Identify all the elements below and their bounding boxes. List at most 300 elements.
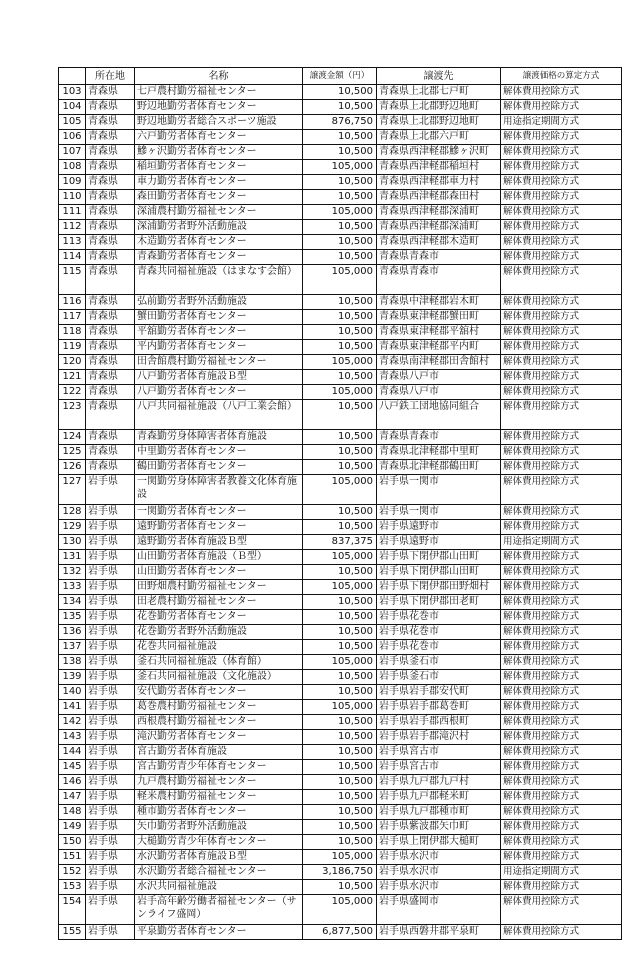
facility-name-cell: 花巻共同福祉施設 (135, 640, 303, 655)
row-number: 112 (59, 220, 86, 235)
table-row (59, 370, 622, 385)
row-number: 119 (59, 340, 86, 355)
table-row (59, 760, 622, 775)
recipient-cell: 岩手県下閉伊郡山田町 (377, 565, 501, 580)
recipient-cell: 岩手県釜石市 (377, 670, 501, 685)
amount-cell: 10,500 (303, 175, 377, 190)
facility-name-cell: 宮古勤労者体育施設 (135, 745, 303, 760)
location-cell: 青森県 (86, 325, 135, 340)
table-row (59, 700, 622, 715)
row-number: 129 (59, 520, 86, 535)
row-number: 108 (59, 160, 86, 175)
table-row (59, 250, 622, 265)
location-cell: 青森県 (86, 445, 135, 460)
table-row (59, 355, 622, 370)
facility-name-cell: 種市勤労者体育センター (135, 805, 303, 820)
amount-cell: 10,500 (303, 835, 377, 850)
table-row (59, 145, 622, 160)
location-cell: 岩手県 (86, 835, 135, 850)
amount-cell: 105,000 (303, 475, 377, 505)
recipient-cell: 青森県西津軽郡車力村 (377, 175, 501, 190)
facility-name-cell: 岩手高年齢労働者福祉センター（サンライフ盛岡） (135, 895, 303, 925)
location-cell: 岩手県 (86, 880, 135, 895)
recipient-cell: 岩手県岩手郡滝沢村 (377, 730, 501, 745)
method-cell: 解体費用控除方式 (501, 130, 622, 145)
table-row (59, 295, 622, 310)
row-number: 137 (59, 640, 86, 655)
table-row (59, 235, 622, 250)
row-number: 149 (59, 820, 86, 835)
amount-cell: 105,000 (303, 160, 377, 175)
location-cell: 岩手県 (86, 760, 135, 775)
row-number: 146 (59, 775, 86, 790)
amount-cell: 10,500 (303, 145, 377, 160)
facility-name-cell: 深浦勤労者野外活動施設 (135, 220, 303, 235)
amount-cell: 105,000 (303, 655, 377, 670)
method-cell: 解体費用控除方式 (501, 565, 622, 580)
method-cell: 解体費用控除方式 (501, 175, 622, 190)
method-cell: 解体費用控除方式 (501, 640, 622, 655)
row-number: 103 (59, 85, 86, 100)
facility-name-cell: 野辺地勤労者体育センター (135, 100, 303, 115)
facility-name-cell: 矢巾勤労者野外活動施設 (135, 820, 303, 835)
amount-cell: 10,500 (303, 430, 377, 445)
recipient-cell: 八戸鉄工団地協同組合 (377, 400, 501, 430)
table-row (59, 130, 622, 145)
amount-cell: 10,500 (303, 730, 377, 745)
recipient-cell: 岩手県水沢市 (377, 865, 501, 880)
facility-name-cell: 山田勤労者体育施設（Ｂ型） (135, 550, 303, 565)
location-cell: 岩手県 (86, 610, 135, 625)
row-number: 151 (59, 850, 86, 865)
facility-name-cell: 弘前勤労者野外活動施設 (135, 295, 303, 310)
recipient-cell: 岩手県九戸郡九戸村 (377, 775, 501, 790)
header-name: 名称 (135, 68, 303, 85)
amount-cell: 105,000 (303, 580, 377, 595)
method-cell: 解体費用控除方式 (501, 850, 622, 865)
table-row (59, 385, 622, 400)
method-cell: 解体費用控除方式 (501, 400, 622, 430)
header-row (59, 68, 622, 85)
facility-name-cell: 釜石共同福祉施設（文化施設） (135, 670, 303, 685)
facility-name-cell: 葛巻農村勤労福祉センター (135, 700, 303, 715)
location-cell: 岩手県 (86, 505, 135, 520)
amount-cell: 3,186,750 (303, 865, 377, 880)
amount-cell: 10,500 (303, 565, 377, 580)
location-cell: 岩手県 (86, 865, 135, 880)
recipient-cell: 岩手県九戸郡軽米町 (377, 790, 501, 805)
method-cell: 解体費用控除方式 (501, 745, 622, 760)
method-cell: 解体費用控除方式 (501, 505, 622, 520)
location-cell: 岩手県 (86, 805, 135, 820)
location-cell: 青森県 (86, 355, 135, 370)
row-number: 106 (59, 130, 86, 145)
method-cell: 解体費用控除方式 (501, 295, 622, 310)
row-number: 123 (59, 400, 86, 430)
facility-name-cell: 青森勤労身体障害者体育施設 (135, 430, 303, 445)
amount-cell: 10,500 (303, 595, 377, 610)
amount-cell: 10,500 (303, 310, 377, 325)
facility-name-cell: 平舘勤労者体育センター (135, 325, 303, 340)
recipient-cell: 青森県中津軽郡岩木町 (377, 295, 501, 310)
location-cell: 岩手県 (86, 745, 135, 760)
method-cell: 解体費用控除方式 (501, 580, 622, 595)
facility-name-cell: 花巻勤労者野外活動施設 (135, 625, 303, 640)
method-cell: 解体費用控除方式 (501, 160, 622, 175)
row-number: 155 (59, 925, 86, 940)
facility-name-cell: 七戸農村勤労福祉センター (135, 85, 303, 100)
facility-name-cell: 九戸農村勤労福祉センター (135, 775, 303, 790)
location-cell: 岩手県 (86, 820, 135, 835)
table-row (59, 655, 622, 670)
location-cell: 岩手県 (86, 655, 135, 670)
amount-cell: 105,000 (303, 205, 377, 220)
table-row (59, 460, 622, 475)
facility-name-cell: 木造勤労者体育センター (135, 235, 303, 250)
amount-cell: 105,000 (303, 265, 377, 295)
location-cell: 青森県 (86, 460, 135, 475)
table-row (59, 535, 622, 550)
facility-name-cell: 森田勤労者体育センター (135, 190, 303, 205)
amount-cell: 10,500 (303, 220, 377, 235)
recipient-cell: 岩手県岩手郡西根町 (377, 715, 501, 730)
method-cell: 解体費用控除方式 (501, 205, 622, 220)
facility-name-cell: 宮古勤労青少年体育センター (135, 760, 303, 775)
location-cell: 岩手県 (86, 535, 135, 550)
facility-name-cell: 深浦農村勤労福祉センター (135, 205, 303, 220)
row-number: 125 (59, 445, 86, 460)
row-number: 144 (59, 745, 86, 760)
amount-cell: 10,500 (303, 340, 377, 355)
recipient-cell: 青森県北津軽郡鶴田町 (377, 460, 501, 475)
amount-cell: 10,500 (303, 295, 377, 310)
row-number: 121 (59, 370, 86, 385)
recipient-cell: 岩手県盛岡市 (377, 895, 501, 925)
method-cell: 解体費用控除方式 (501, 670, 622, 685)
facility-name-cell: 遠野勤労者体育施設Ｂ型 (135, 535, 303, 550)
table-row (59, 400, 622, 430)
row-number: 134 (59, 595, 86, 610)
method-cell: 解体費用控除方式 (501, 520, 622, 535)
recipient-cell: 青森県上北郡野辺地町 (377, 100, 501, 115)
row-number: 132 (59, 565, 86, 580)
location-cell: 青森県 (86, 160, 135, 175)
recipient-cell: 青森県上北郡野辺地町 (377, 115, 501, 130)
table-row (59, 340, 622, 355)
method-cell: 解体費用控除方式 (501, 340, 622, 355)
table-row (59, 580, 622, 595)
table-row (59, 610, 622, 625)
recipient-cell: 青森県青森市 (377, 265, 501, 295)
recipient-cell: 岩手県水沢市 (377, 850, 501, 865)
amount-cell: 105,000 (303, 850, 377, 865)
facility-name-cell: 一関勤労身体障害者教養文化体育施設 (135, 475, 303, 505)
table-row (59, 670, 622, 685)
table-row (59, 85, 622, 100)
recipient-cell: 岩手県下閉伊郡田老町 (377, 595, 501, 610)
method-cell: 解体費用控除方式 (501, 925, 622, 940)
location-cell: 岩手県 (86, 475, 135, 505)
method-cell: 解体費用控除方式 (501, 790, 622, 805)
row-number: 124 (59, 430, 86, 445)
row-number: 118 (59, 325, 86, 340)
facility-name-cell: 田舎館農村勤労福祉センター (135, 355, 303, 370)
method-cell: 解体費用控除方式 (501, 235, 622, 250)
amount-cell: 10,500 (303, 715, 377, 730)
method-cell: 解体費用控除方式 (501, 895, 622, 925)
amount-cell: 10,500 (303, 625, 377, 640)
location-cell: 岩手県 (86, 565, 135, 580)
row-number: 133 (59, 580, 86, 595)
header-method: 譲渡価格の算定方式 (501, 68, 622, 85)
facility-name-cell: 水沢勤労者総合福祉センター (135, 865, 303, 880)
table-row (59, 190, 622, 205)
table-row (59, 625, 622, 640)
location-cell: 青森県 (86, 400, 135, 430)
amount-cell: 10,500 (303, 445, 377, 460)
facility-name-cell: 田野畑農村勤労福祉センター (135, 580, 303, 595)
location-cell: 岩手県 (86, 715, 135, 730)
table-row (59, 880, 622, 895)
table-row (59, 310, 622, 325)
facility-name-cell: 鰺ヶ沢勤労者体育センター (135, 145, 303, 160)
row-number: 147 (59, 790, 86, 805)
row-number: 115 (59, 265, 86, 295)
recipient-cell: 青森県東津軽郡平舘村 (377, 325, 501, 340)
facility-name-cell: 遠野勤労者体育センター (135, 520, 303, 535)
recipient-cell: 岩手県花巻市 (377, 610, 501, 625)
table-row (59, 430, 622, 445)
table-row (59, 820, 622, 835)
amount-cell: 876,750 (303, 115, 377, 130)
method-cell: 解体費用控除方式 (501, 715, 622, 730)
recipient-cell: 岩手県一関市 (377, 505, 501, 520)
amount-cell: 10,500 (303, 745, 377, 760)
facility-name-cell: 大槌勤労青少年体育センター (135, 835, 303, 850)
table-row (59, 550, 622, 565)
method-cell: 解体費用控除方式 (501, 685, 622, 700)
location-cell: 岩手県 (86, 850, 135, 865)
method-cell: 解体費用控除方式 (501, 625, 622, 640)
method-cell: 解体費用控除方式 (501, 370, 622, 385)
method-cell: 用途指定期間方式 (501, 535, 622, 550)
method-cell: 解体費用控除方式 (501, 310, 622, 325)
recipient-cell: 青森県八戸市 (377, 385, 501, 400)
table-row (59, 505, 622, 520)
facility-name-cell: 青森勤労者体育センター (135, 250, 303, 265)
facility-name-cell: 平内勤労者体育センター (135, 340, 303, 355)
facility-name-cell: 平泉勤労者体育センター (135, 925, 303, 940)
method-cell: 解体費用控除方式 (501, 445, 622, 460)
recipient-cell: 青森県西津軽郡森田村 (377, 190, 501, 205)
location-cell: 青森県 (86, 100, 135, 115)
table-row (59, 790, 622, 805)
recipient-cell: 青森県青森市 (377, 250, 501, 265)
amount-cell: 10,500 (303, 235, 377, 250)
amount-cell: 105,000 (303, 355, 377, 370)
table-row (59, 445, 622, 460)
header-no (59, 68, 86, 85)
recipient-cell: 青森県西津軽郡稲垣村 (377, 160, 501, 175)
row-number: 136 (59, 625, 86, 640)
facility-name-cell: 八戸勤労者体育センター (135, 385, 303, 400)
amount-cell: 10,500 (303, 610, 377, 625)
row-number: 105 (59, 115, 86, 130)
row-number: 142 (59, 715, 86, 730)
row-number: 154 (59, 895, 86, 925)
location-cell: 青森県 (86, 250, 135, 265)
facility-name-cell: 八戸共同福祉施設（八戸工業会館） (135, 400, 303, 430)
method-cell: 解体費用控除方式 (501, 805, 622, 820)
row-number: 110 (59, 190, 86, 205)
recipient-cell: 青森県上北郡七戸町 (377, 85, 501, 100)
amount-cell: 10,500 (303, 820, 377, 835)
table-row (59, 745, 622, 760)
table-row (59, 520, 622, 535)
row-number: 113 (59, 235, 86, 250)
location-cell: 岩手県 (86, 685, 135, 700)
recipient-cell: 岩手県下閉伊郡田野畑村 (377, 580, 501, 595)
method-cell: 解体費用控除方式 (501, 655, 622, 670)
location-cell: 岩手県 (86, 730, 135, 745)
amount-cell: 10,500 (303, 790, 377, 805)
row-number: 150 (59, 835, 86, 850)
facility-name-cell: 一関勤労者体育センター (135, 505, 303, 520)
facility-name-cell: 野辺地勤労者総合スポーツ施設 (135, 115, 303, 130)
row-number: 111 (59, 205, 86, 220)
row-number: 128 (59, 505, 86, 520)
table-row (59, 730, 622, 745)
location-cell: 岩手県 (86, 595, 135, 610)
facility-name-cell: 水沢勤労者体育施設Ｂ型 (135, 850, 303, 865)
row-number: 104 (59, 100, 86, 115)
location-cell: 青森県 (86, 175, 135, 190)
recipient-cell: 岩手県岩手郡安代町 (377, 685, 501, 700)
transfer-table-document (58, 67, 621, 940)
amount-cell: 10,500 (303, 505, 377, 520)
recipient-cell: 岩手県紫波郡矢巾町 (377, 820, 501, 835)
location-cell: 青森県 (86, 130, 135, 145)
facility-name-cell: 田老農村勤労福祉センター (135, 595, 303, 610)
table-row (59, 805, 622, 820)
location-cell: 岩手県 (86, 625, 135, 640)
table-row (59, 685, 622, 700)
method-cell: 解体費用控除方式 (501, 385, 622, 400)
location-cell: 青森県 (86, 145, 135, 160)
location-cell: 青森県 (86, 205, 135, 220)
facility-name-cell: 滝沢勤労者体育センター (135, 730, 303, 745)
method-cell: 解体費用控除方式 (501, 250, 622, 265)
table-row (59, 895, 622, 925)
table-row (59, 715, 622, 730)
recipient-cell: 岩手県一関市 (377, 475, 501, 505)
row-number: 145 (59, 760, 86, 775)
row-number: 122 (59, 385, 86, 400)
method-cell: 解体費用控除方式 (501, 880, 622, 895)
amount-cell: 10,500 (303, 670, 377, 685)
amount-cell: 10,500 (303, 130, 377, 145)
facility-name-cell: 八戸勤労者体育施設Ｂ型 (135, 370, 303, 385)
row-number: 117 (59, 310, 86, 325)
table-row (59, 265, 622, 295)
recipient-cell: 青森県西津軽郡鰺ヶ沢町 (377, 145, 501, 160)
amount-cell: 10,500 (303, 190, 377, 205)
recipient-cell: 岩手県花巻市 (377, 640, 501, 655)
location-cell: 岩手県 (86, 670, 135, 685)
recipient-cell: 岩手県岩手郡葛巻町 (377, 700, 501, 715)
recipient-cell: 青森県西津軽郡深浦町 (377, 205, 501, 220)
amount-cell: 10,500 (303, 805, 377, 820)
row-number: 152 (59, 865, 86, 880)
row-number: 138 (59, 655, 86, 670)
table-row (59, 595, 622, 610)
table-row (59, 865, 622, 880)
recipient-cell: 青森県東津軽郡蟹田町 (377, 310, 501, 325)
recipient-cell: 岩手県下閉伊郡山田町 (377, 550, 501, 565)
method-cell: 解体費用控除方式 (501, 475, 622, 505)
table-body (59, 85, 622, 940)
method-cell: 解体費用控除方式 (501, 775, 622, 790)
location-cell: 岩手県 (86, 550, 135, 565)
amount-cell: 10,500 (303, 400, 377, 430)
amount-cell: 10,500 (303, 775, 377, 790)
recipient-cell: 青森県上北郡六戸町 (377, 130, 501, 145)
facility-name-cell: 車力勤労者体育センター (135, 175, 303, 190)
amount-cell: 10,500 (303, 685, 377, 700)
location-cell: 青森県 (86, 430, 135, 445)
amount-cell: 10,500 (303, 640, 377, 655)
recipient-cell: 岩手県宮古市 (377, 745, 501, 760)
table-row (59, 160, 622, 175)
method-cell: 解体費用控除方式 (501, 610, 622, 625)
method-cell: 解体費用控除方式 (501, 550, 622, 565)
location-cell: 岩手県 (86, 520, 135, 535)
location-cell: 青森県 (86, 295, 135, 310)
location-cell: 青森県 (86, 340, 135, 355)
amount-cell: 105,000 (303, 700, 377, 715)
row-number: 153 (59, 880, 86, 895)
recipient-cell: 青森県北津軽郡中里町 (377, 445, 501, 460)
row-number: 141 (59, 700, 86, 715)
row-number: 120 (59, 355, 86, 370)
amount-cell: 10,500 (303, 250, 377, 265)
row-number: 140 (59, 685, 86, 700)
facility-name-cell: 青森共同福祉施設（はまなす会館） (135, 265, 303, 295)
location-cell: 岩手県 (86, 775, 135, 790)
row-number: 116 (59, 295, 86, 310)
location-cell: 青森県 (86, 190, 135, 205)
recipient-cell: 岩手県宮古市 (377, 760, 501, 775)
method-cell: 解体費用控除方式 (501, 355, 622, 370)
row-number: 139 (59, 670, 86, 685)
location-cell: 岩手県 (86, 640, 135, 655)
amount-cell: 10,500 (303, 370, 377, 385)
recipient-cell: 岩手県遠野市 (377, 520, 501, 535)
table-row (59, 775, 622, 790)
amount-cell: 10,500 (303, 880, 377, 895)
facility-name-cell: 西根農村勤労福祉センター (135, 715, 303, 730)
location-cell: 青森県 (86, 115, 135, 130)
table-row (59, 565, 622, 580)
facility-name-cell: 安代勤労者体育センター (135, 685, 303, 700)
amount-cell: 10,500 (303, 85, 377, 100)
method-cell: 解体費用控除方式 (501, 220, 622, 235)
method-cell: 解体費用控除方式 (501, 430, 622, 445)
amount-cell: 10,500 (303, 325, 377, 340)
header-location: 所在地 (86, 68, 135, 85)
recipient-cell: 青森県八戸市 (377, 370, 501, 385)
recipient-cell: 岩手県釜石市 (377, 655, 501, 670)
